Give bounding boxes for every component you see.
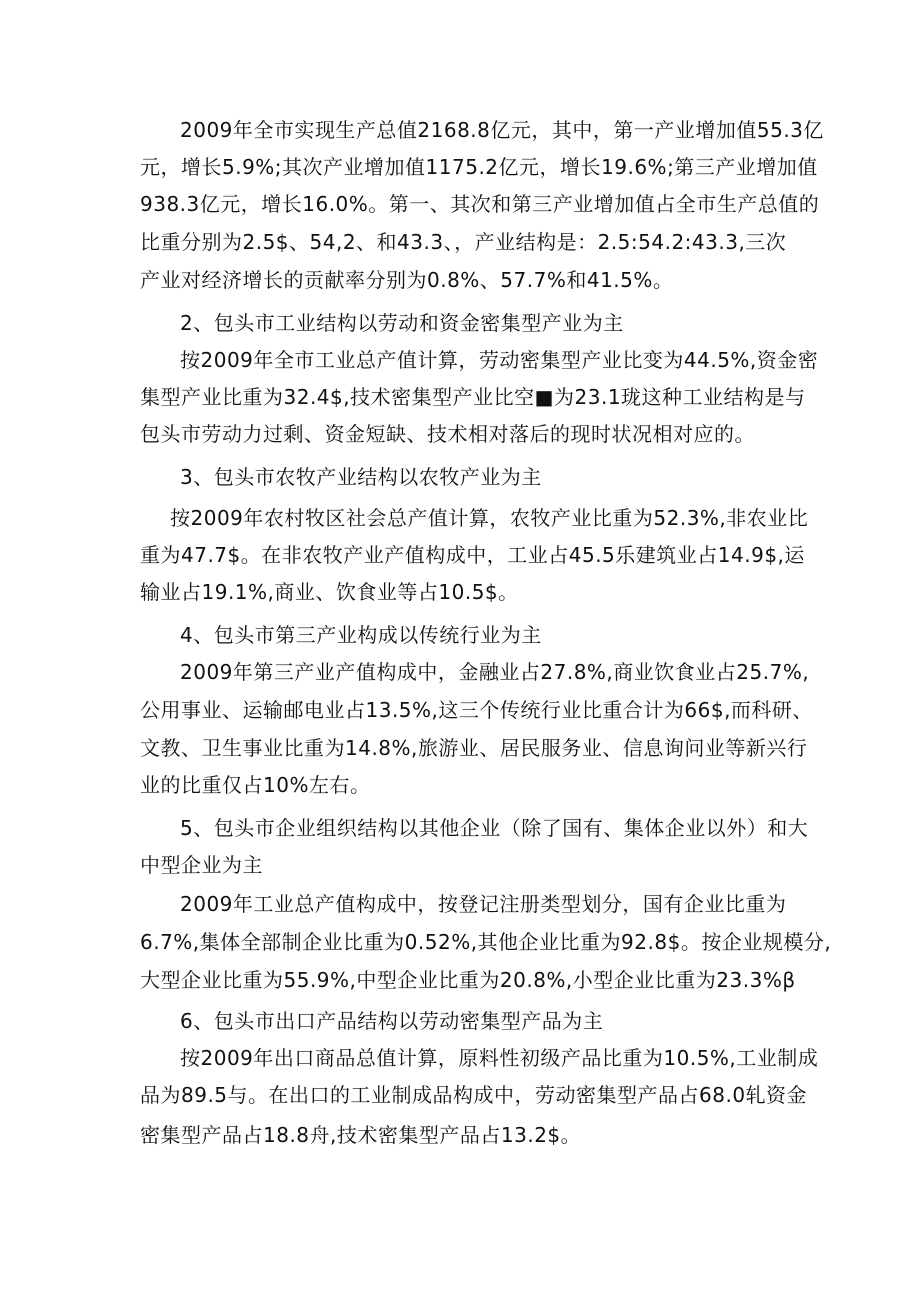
- paragraph-industry-line-2: 集型产业比重为32.4$,技术密集型产业比空■为23.1珑这种工业结构是与: [140, 385, 806, 409]
- paragraph-export-line-3: 密集型产品占18.8舟,技术密集型产品占13.2$。: [140, 1123, 582, 1147]
- section-heading-3: 3、包头市农牧产业结构以农牧产业为主: [180, 465, 542, 489]
- paragraph-tertiary-line-1: 2009年第三产业产值构成中，金融业占27.8%,商业饮食业占25.7%,: [180, 660, 810, 684]
- paragraph-tertiary-line-2: 公用事业、运输邮电业占13.5%,这三个传统行业比重合计为66$,而科研、: [140, 698, 813, 722]
- paragraph-gdp-line-5: 产业对经济增长的贡献率分别为0.8%、57.7%和41.5%。: [140, 268, 674, 292]
- section-heading-5-continued: 中型企业为主: [140, 853, 263, 877]
- paragraph-agriculture-line-1: 按2009年农村牧区社会总产值计算，农牧产业比重为52.3%,非农业比: [170, 506, 809, 530]
- paragraph-gdp-line-3: 938.3亿元，增长16.0%。第一、其次和第三产业增加值占全市生产总值的: [140, 192, 820, 216]
- paragraph-gdp-line-1: 2009年全市实现生产总值2168.8亿元，其中，第一产业增加值55.3亿: [180, 118, 824, 142]
- paragraph-gdp-line-4: 比重分别为2.5$、54,2、和43.3、，产业结构是：2.5:54.2:43.3,三次: [140, 230, 787, 254]
- paragraph-enterprise-line-3: 大型企业比重为55.9%,中型企业比重为20.8%,小型企业比重为23.3%β: [140, 968, 796, 992]
- paragraph-tertiary-line-4: 业的比重仅占10%左右。: [140, 773, 371, 797]
- paragraph-industry-line-3: 包头市劳动力过剩、资金短缺、技术相对落后的现时状况相对应的。: [140, 422, 755, 446]
- paragraph-enterprise-line-2: 6.7%,集体全部制企业比重为0.52%,其他企业比重为92.8$。按企业规模分,: [140, 930, 832, 954]
- section-heading-2: 2、包头市工业结构以劳动和资金密集型产业为主: [180, 311, 624, 335]
- paragraph-enterprise-line-1: 2009年工业总产值构成中，按登记注册类型划分，国有企业比重为: [180, 892, 787, 916]
- paragraph-industry-line-1: 按2009年全市工业总产值计算，劳动密集型产业比变为44.5%,资金密: [180, 348, 819, 372]
- paragraph-export-line-1: 按2009年出口商品总值计算，原料性初级产品比重为10.5%,工业制成: [180, 1046, 819, 1070]
- section-heading-4: 4、包头市第三产业构成以传统行业为主: [180, 623, 542, 647]
- section-heading-5: 5、包头市企业组织结构以其他企业（除了国有、集体企业以外）和大: [180, 816, 809, 840]
- paragraph-tertiary-line-3: 文教、卫生事业比重为14.8%,旅游业、居民服务业、信息询问业等新兴行: [140, 736, 808, 760]
- paragraph-agriculture-line-2: 重为47.7$。在非农牧产业产值构成中，工业占45.5乐建筑业占14.9$,运: [140, 543, 805, 567]
- paragraph-gdp-line-2: 元，增长5.9%;其次产业增加值1175.2亿元，增长19.6%;第三产业增加值: [140, 155, 818, 179]
- paragraph-export-line-2: 品为89.5与。在出口的工业制成品构成中，劳动密集型产品占68.0轧资金: [140, 1083, 808, 1107]
- paragraph-agriculture-line-3: 输业占19.1%,商业、饮食业等占10.5$。: [140, 580, 519, 604]
- section-heading-6: 6、包头市出口产品结构以劳动密集型产品为主: [180, 1009, 604, 1033]
